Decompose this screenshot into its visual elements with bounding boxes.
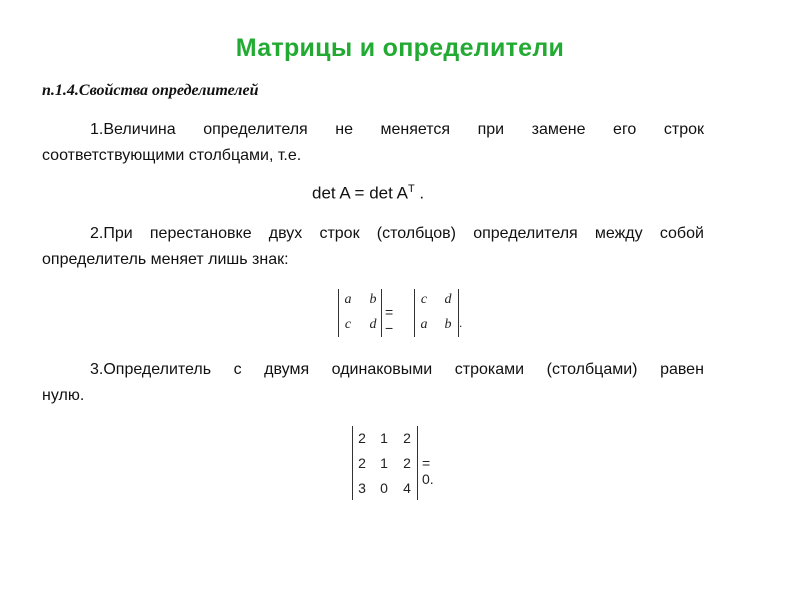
property-3-text: [42, 357, 704, 409]
word: 1.Величина: [90, 121, 176, 138]
equals-zero: = 0.: [422, 455, 434, 487]
matrix-cell: d: [369, 317, 377, 332]
property-2-line-1: [42, 221, 704, 247]
word: двух: [268, 225, 303, 242]
matrix-cell: 2: [403, 455, 411, 471]
word: с: [233, 361, 242, 378]
property-2-line-2: определитель меняет лишь знак:: [42, 251, 289, 268]
matrix-cell: 1: [380, 455, 388, 471]
matrix-cell: c: [344, 317, 352, 332]
word: замене: [531, 121, 586, 138]
matrix-cell: 2: [358, 455, 366, 471]
property-3-line-2: нулю.: [42, 387, 85, 404]
matrix-cell: b: [444, 317, 452, 332]
word: его: [613, 121, 637, 138]
property-2-text: [42, 221, 704, 273]
formula-superscript: T: [407, 183, 415, 195]
word: строк: [663, 121, 704, 138]
word: не: [335, 121, 353, 138]
word: перестановке: [149, 225, 252, 242]
matrix-cell: 2: [403, 430, 411, 446]
word: строками: [454, 361, 525, 378]
word: при: [477, 121, 505, 138]
matrix-cell: c: [420, 292, 428, 307]
transpose-formula: [312, 183, 424, 204]
word: (столбцами): [546, 361, 638, 378]
section-heading: п.1.4.Свойства определителей: [42, 82, 259, 99]
word: (столбцов): [376, 225, 456, 242]
formula-body: det A = det A: [312, 183, 408, 203]
matrix-cell: a: [420, 317, 428, 332]
matrix-cell: 2: [358, 430, 366, 446]
property-1-line-2: соответствующими столбцами, т.е.: [42, 147, 302, 164]
word: определителя: [473, 225, 578, 242]
word: собой: [659, 225, 704, 242]
word: строк: [319, 225, 360, 242]
word: одинаковыми: [331, 361, 433, 378]
slide-title: Матрицы и определители: [235, 34, 565, 62]
property-1-text: [42, 117, 704, 169]
matrix-cell: 3: [358, 480, 366, 496]
matrix-cell: 1: [380, 430, 388, 446]
matrix-cell: b: [369, 292, 377, 307]
matrix-cell: d: [444, 292, 452, 307]
matrix-cell: 0: [380, 480, 388, 496]
word: меняется: [380, 121, 451, 138]
matrix-cell: a: [344, 292, 352, 307]
word: равен: [660, 361, 704, 378]
formula-end: .: [419, 183, 425, 203]
word: 3.Определитель: [90, 361, 212, 378]
word: между: [594, 225, 643, 242]
word: 2.При: [90, 225, 133, 242]
property-1-line-1: [42, 117, 704, 143]
word: определителя: [203, 121, 308, 138]
period: .: [459, 316, 463, 330]
matrix-cell: 4: [403, 480, 411, 496]
word: двумя: [264, 361, 310, 378]
equals-minus: = −: [385, 304, 394, 336]
property-3-line-1: [42, 357, 704, 383]
